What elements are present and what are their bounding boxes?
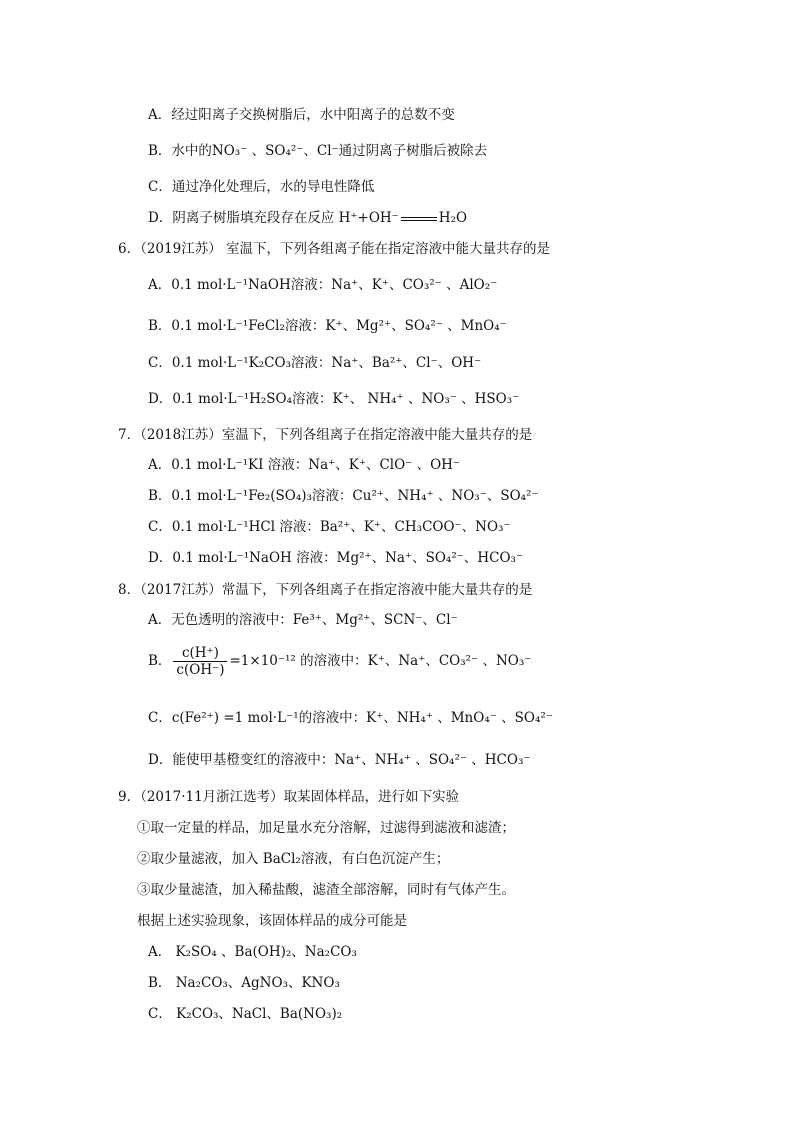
q9-step-1: ①取一定量的样品，加足量水充分溶解，过滤得到滤液和滤渣；: [137, 820, 515, 836]
q9-stem: 9．（2017·11月浙江选考）取某固体样品，进行如下实验: [118, 789, 460, 805]
q8-option-b-text: =1×10⁻¹² 的溶液中：K⁺、Na⁺、CO₃²⁻ 、NO₃⁻: [229, 653, 532, 669]
q7-option-c: C．0.1 mol·L⁻¹HCl 溶液：Ba²⁺、K⁺、CH₃COO⁻、NO₃⁻: [148, 519, 511, 535]
q7-option-b: B．0.1 mol·L⁻¹Fe₂(SO₄)₃溶液：Cu²⁺、NH₄⁺ 、NO₃⁻、SO₄²⁻: [148, 488, 539, 504]
q8-option-d: D．能使甲基橙变红的溶液中：Na⁺、NH₄⁺ 、SO₄²⁻ 、HCO₃⁻: [148, 752, 531, 768]
equals-sign-icon: [401, 217, 437, 221]
q6-option-a: A．0.1 mol·L⁻¹NaOH溶液：Na⁺、K⁺、CO₃²⁻ 、AlO₂⁻: [148, 277, 498, 293]
q8-option-a: A．无色透明的溶液中：Fe³⁺、Mg²⁺、SCN⁻、Cl⁻: [148, 612, 458, 628]
q9-question: 根据上述实验现象，该固体样品的成分可能是: [137, 913, 407, 929]
q6-option-d: D．0.1 mol·L⁻¹H₂SO₄溶液：K⁺、 NH₄⁺ 、NO₃⁻ 、HSO₃⁻: [148, 391, 520, 407]
q5-option-b: B．水中的NO₃⁻ 、SO₄²⁻、Cl⁻通过阴离子树脂后被除去: [148, 143, 488, 159]
q7-option-d: D．0.1 mol·L⁻¹NaOH 溶液：Mg²⁺、Na⁺、SO₄²⁻、HCO₃⁻: [148, 550, 524, 566]
q6-option-c: C．0.1 mol·L⁻¹K₂CO₃溶液：Na⁺、Ba²⁺、Cl⁻、OH⁻: [148, 355, 482, 371]
q8-option-b: [148, 645, 531, 678]
q9-option-c: C． K₂CO₃、NaCl、Ba(NO₃)₂: [148, 1006, 343, 1022]
q8-option-b-label: B．: [148, 653, 172, 669]
concentration-fraction: [173, 645, 227, 678]
q5-option-c: C．通过净化处理后，水的导电性降低: [148, 179, 375, 195]
q5-option-d: [148, 209, 467, 227]
q7-option-a: A．0.1 mol·L⁻¹KI 溶液：Na⁺、K⁺、ClO⁻ 、OH⁻: [148, 457, 461, 473]
q6-stem: 6．（2019江苏） 室温下，下列各组离子能在指定溶液中能大量共存的是: [118, 241, 550, 257]
fraction-denominator: c(OH⁻): [176, 662, 225, 678]
q8-option-c: C．c(Fe²⁺) =1 mol·L⁻¹的溶液中：K⁺、NH₄⁺ 、MnO₄⁻ 、SO₄²⁻: [148, 710, 553, 726]
q6-option-b: B．0.1 mol·L⁻¹FeCl₂溶液：K⁺、Mg²⁺、SO₄²⁻ 、MnO₄⁻: [148, 318, 507, 334]
q5-option-d-left: D．阴离子树脂填充段存在反应 H⁺+OH⁻: [148, 210, 399, 226]
q8-stem: 8．（2017江苏）常温下，下列各组离子在指定溶液中能大量共存的是: [118, 582, 533, 598]
q5-option-d-right: H₂O: [438, 210, 468, 226]
fraction-numerator: c(H⁺): [173, 645, 227, 662]
q5-option-a: A．经过阳离子交换树脂后，水中阳离子的总数不变: [148, 107, 455, 123]
q9-option-b: B． Na₂CO₃、AgNO₃、KNO₃: [148, 975, 340, 991]
q7-stem: 7．（2018江苏）室温下，下列各组离子在指定溶液中能大量共存的是: [118, 427, 533, 443]
q9-option-a: A． K₂SO₄ 、Ba(OH)₂、Na₂CO₃: [148, 944, 357, 960]
q9-step-2: ②取少量滤液，加入 BaCl₂溶液，有白色沉淀产生；: [137, 851, 450, 867]
q9-step-3: ③取少量滤渣，加入稀盐酸，滤渣全部溶解，同时有气体产生。: [137, 882, 515, 898]
